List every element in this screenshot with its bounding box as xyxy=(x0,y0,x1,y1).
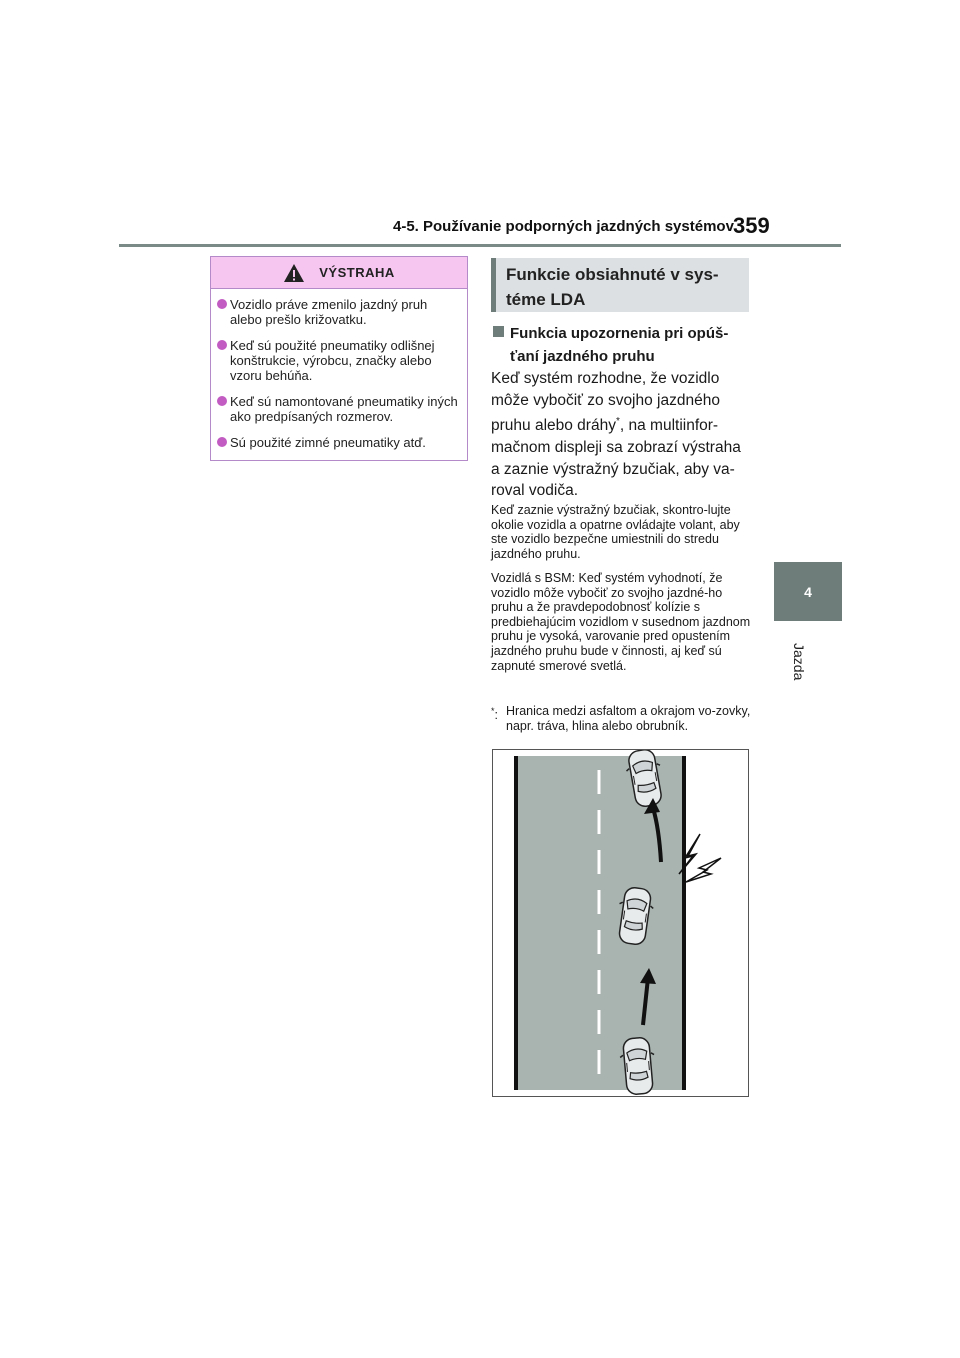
subheading: Funkcia upozornenia pri opúš- ťaní jazdného pruhu xyxy=(493,322,751,368)
warning-triangle-icon xyxy=(283,263,305,283)
warning-item: Keď sú namontované pneumatiky iných ako predpísaných rozmerov. xyxy=(217,394,459,424)
body-paragraph: Keď systém rozhodne, že vozidlo môže vybočiť zo svojho jazdného pruhu alebo dráhy*, na multiinfor-mačnom displeji sa zobrazí výstraha a zaznie výstražný bzučiak, aby va-roval vodiča. xyxy=(491,370,741,500)
warning-title: VÝSTRAHA xyxy=(319,265,395,280)
warning-item: Vozidlo práve zmenilo jazdný pruh alebo prešlo križovatku. xyxy=(217,297,459,327)
road-surface xyxy=(515,756,685,1090)
lane-departure-illustration xyxy=(492,749,749,1097)
warning-box xyxy=(210,256,468,461)
header-divider xyxy=(119,244,841,247)
note-paragraph-bsm: Vozidlá s BSM: Keď systém vyhodnotí, že vozidlo môže vybočiť zo svojho jazdné-ho pruhu a že pravdepodobnosť kolízie s predbiehajúcim vozidlom v susednom jazdnom pruhu je vysoká, varovanie pred opustením jazdného pruhu bude v činnosti, aj keď sú zapnuté smerové svetlá. xyxy=(491,571,751,673)
bullet-icon xyxy=(217,396,227,406)
warning-item: Sú použité zimné pneumatiky atď. xyxy=(217,435,459,450)
right-edge-line xyxy=(682,756,686,1090)
chapter-number: 4 xyxy=(804,583,812,600)
page-number: 359 xyxy=(733,213,770,238)
chapter-tab xyxy=(774,562,842,621)
bullet-icon xyxy=(217,299,227,309)
square-bullet-icon xyxy=(493,326,504,337)
bullet-icon xyxy=(217,340,227,350)
section-title: Funkcie obsiahnuté v sys- téme LDA xyxy=(491,258,749,312)
footnote: *: Hranica medzi asfaltom a okrajom vo-zovky, napr. tráva, hlina alebo obrubník. xyxy=(491,704,751,733)
warning-header xyxy=(211,257,467,289)
warning-item: Keď sú použité pneumatiky odlišnej konštrukcie, výrobcu, značky alebo vzoru behúňa. xyxy=(217,338,459,383)
warning-list xyxy=(211,289,467,450)
bullet-icon xyxy=(217,437,227,447)
note-paragraph: Keď zaznie výstražný bzučiak, skontro-lujte okolie vozidla a opatrne ovládajte volant, aby ste vozidlo bezpečne umiestnili do stredu jazdného pruhu. xyxy=(491,503,740,561)
running-header: 4-5. Používanie podporných jazdných systémov xyxy=(393,218,734,235)
chapter-label: Jazda xyxy=(791,643,807,681)
left-edge-line xyxy=(514,756,518,1090)
